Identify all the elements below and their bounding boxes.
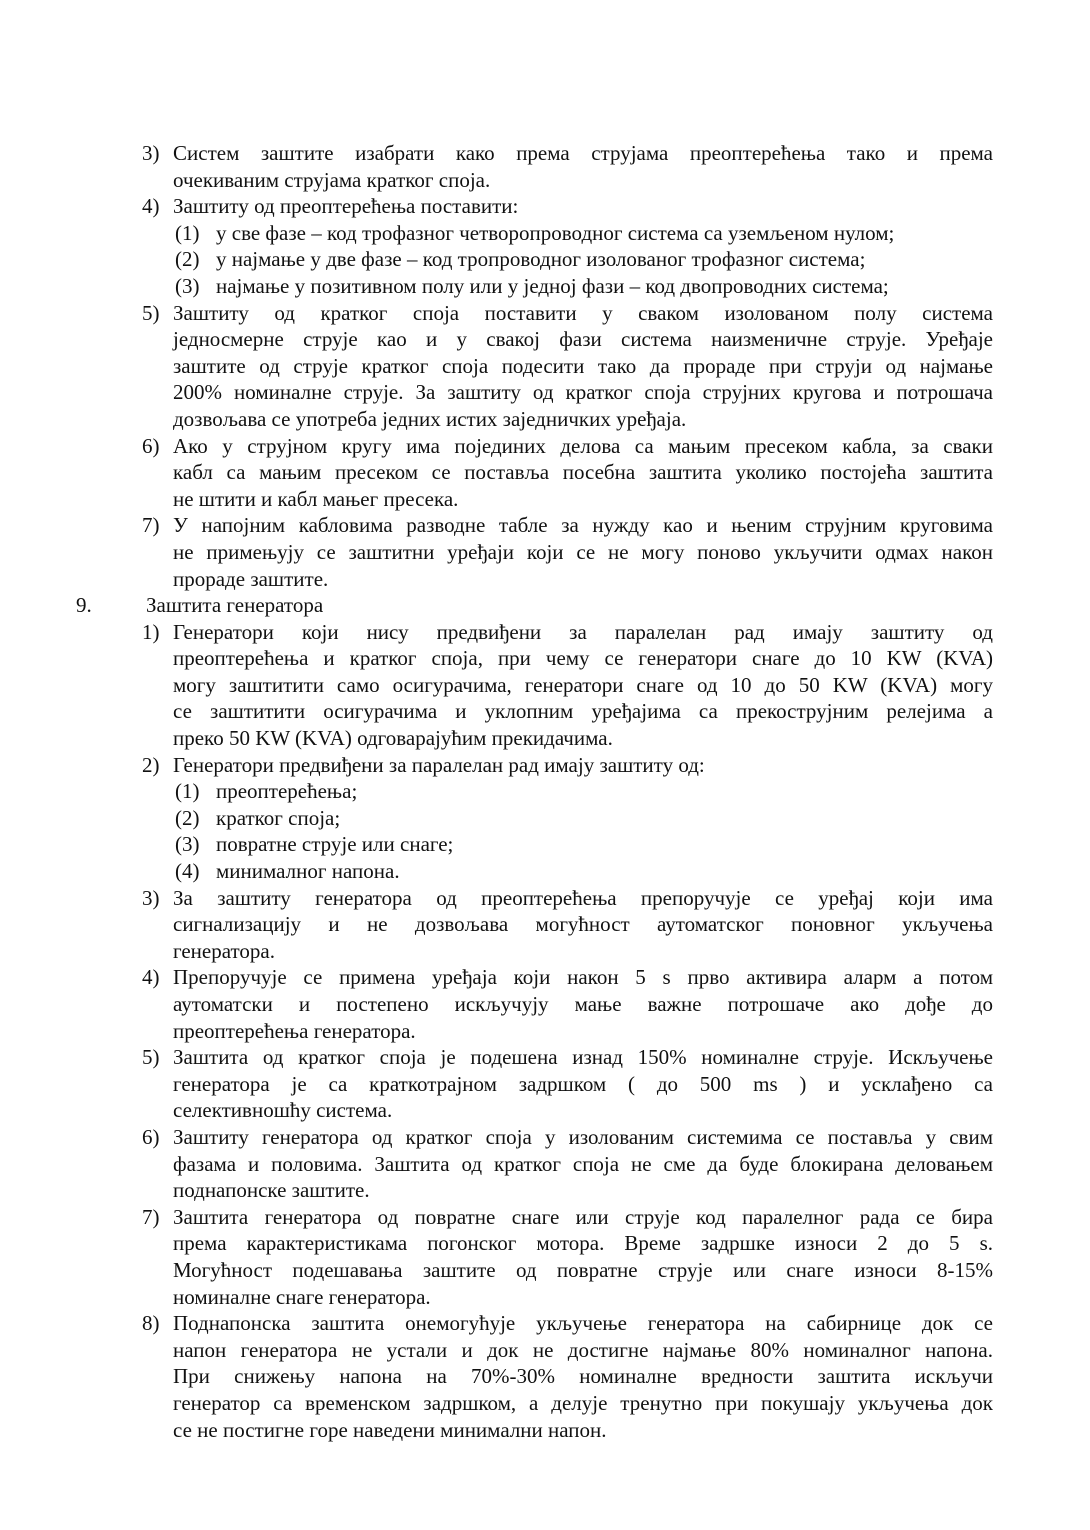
item-text-line: Заштиту од кратког споја поставити у сваком изолованом полу система [173,300,993,325]
sub-item-text: повратне струје или снаге; [216,832,454,857]
item-text-line: Заштита од кратког споја је подешена изнад 150% номиналне струје. Искључење [173,1045,993,1070]
item-text-line: могу заштитити само осигурачима, генератори снаге од 10 до 50 KW (KVA) могу [173,672,993,697]
sub-item-number: (4) [175,859,200,884]
sub-item-number: (3) [175,273,200,298]
item-text-line: генератора. [173,938,275,963]
list-item [142,619,993,752]
list-item [142,300,993,433]
item-text-line: прораде заштите. [173,566,329,591]
sub-item-number: (1) [175,779,200,804]
item-text-line: 200% номиналне струје. За заштиту од кратког споја струјних кругова и потрошача [173,380,993,405]
item-text-line: се заштитити осигурачима и уклопним уређајима са прекострујним релејима а [173,699,993,724]
item-text-line: не примењују се заштитни уређаји који се не могу поново укључити одмах након [173,539,993,564]
sub-list-item [175,831,993,858]
item-text-line: према карактеристикама погонског мотора. Време задршке износи 2 до 5 s. [173,1231,993,1256]
item-number: 5) [142,300,160,325]
item-text-line: За заштиту генератора од преоптерећења препоручује се уређај који има [173,885,993,910]
item-text-line: фазама и половима. Заштита од кратког споја не сме да буде блокирана деловањем [173,1151,993,1176]
item-number: 8) [142,1311,160,1336]
sub-list-item [175,805,993,832]
item-text-line: се не постигне горе наведени минимални напон. [173,1417,607,1442]
document-body [0,140,1090,1443]
item-text-line: Генератори који нису предвиђени за паралелан рад имају заштиту од [173,619,993,644]
sub-list-item [175,246,993,273]
list-item [142,433,993,513]
sub-list-item [175,273,993,300]
list-item [142,1204,993,1310]
item-number: 3) [142,885,160,910]
item-text-line: Систем заштите изабрати како према струјама преоптерећења тако и према [173,141,993,165]
item-number: 4) [142,965,160,990]
list-item [142,752,993,779]
item-text-line: При снижењу напона на 70%-30% номиналне вредности заштита искључи [173,1364,993,1389]
item-text-line: Могућност подешавања заштите од повратне струје или снаге износи 8-15% [173,1257,993,1282]
item-text-line: Заштиту од преоптерећења поставити: [173,194,519,219]
item-text-line: очекиваним струјама кратког споја. [173,167,491,192]
item-text-line: заштите од струје кратког споја подесити тако да прораде при струји од најмање [173,353,993,378]
item-text-line: напон генератора не устали и док не достигне најмање 80% номиналног напона. [173,1337,993,1362]
sub-item-text: најмање у позитивном полу или у једној фази – код двопроводних система; [216,273,889,298]
list-item [142,964,993,1044]
item-text-line: преоптерећења генератора. [173,1018,416,1043]
sub-item-text: у све фазе – код трофазног четворопроводног система са уземљеном нулом; [216,220,895,245]
sub-list-item [175,220,993,247]
section-heading [76,592,1090,619]
sub-item-text: у најмање у две фазе – код тропроводног изолованог трофазног система; [216,247,866,272]
sub-item-number: (1) [175,220,200,245]
item-number: 2) [142,752,160,777]
item-text-line: Поднапонска заштита онемогућује укључење генератора на сабирнице док се [173,1311,993,1336]
item-text-line: У напојним кабловима разводне табле за нужду као и њеним струјним круговима [173,513,993,538]
section-number: 9. [76,593,92,618]
list-item [142,1124,993,1204]
item-text-line: једносмерне струје као и у свакој фази система наизменичне струје. Уређаје [173,327,993,352]
item-text-line: Препоручује се примена уређаја који након 5 s прво активира аларм а потом [173,965,993,990]
item-text-line: кабл са мањим пресеком се поставља посебна заштита уколико постојећа заштита [173,460,993,485]
item-text-line: генератор са временском задршком, а делује тренутно при покушају укључења док [173,1390,993,1415]
item-number: 7) [142,1204,160,1229]
sub-item-number: (2) [175,247,200,272]
list-item [142,512,993,592]
list-item [142,193,993,220]
sub-item-text: кратког споја; [216,805,341,830]
list-item [142,1044,993,1124]
item-number: 1) [142,619,160,644]
item-number: 7) [142,513,160,538]
item-text-line: селективношћу система. [173,1098,393,1123]
item-text-line: номиналне снаге генератора. [173,1284,431,1309]
item-number: 4) [142,194,160,219]
sub-list-item [175,858,993,885]
item-text-line: дозвољава се употреба једних истих заједничких уређаја. [173,406,687,431]
sub-item-number: (3) [175,832,200,857]
item-text-line: преко 50 KW (KVA) одговарајућим прекидачима. [173,726,613,751]
item-text-line: Заштита генератора од повратне снаге или струје код паралелног рада се бира [173,1204,993,1229]
item-number: 3) [142,141,160,165]
sub-item-text: минималног напона. [216,859,400,884]
item-number: 6) [142,1124,160,1149]
section-title: Заштита генератора [146,593,324,618]
item-text-line: преоптерећења и кратког споја, при чему се генератори снаге до 10 KW (KVA) [173,646,993,671]
item-text-line: аутоматски и постепено искључују мање важне потрошаче ако дође до [173,992,993,1016]
item-number: 5) [142,1045,160,1070]
item-text-line: Ако у струјном кругу има појединих делова са мањим пресеком кабла, за сваки [173,433,993,458]
item-text-line: поднапонске заштите. [173,1178,370,1203]
item-text-line: Генератори предвиђени за паралелан рад имају заштиту од: [173,752,705,777]
sub-item-text: преоптерећења; [216,779,358,804]
item-text-line: не штити и кабл мањег пресека. [173,486,459,511]
item-text-line: Заштиту генератора од кратког споја у изолованим системима се поставља у свим [173,1124,993,1149]
item-number: 6) [142,433,160,458]
item-text-line: сигнализацију и не дозвољава могућност аутоматског поновног укључења [173,912,993,937]
sub-list-item [175,778,993,805]
list-item [142,140,993,193]
sub-item-number: (2) [175,805,200,830]
list-item [142,1310,993,1443]
item-text-line: генератора је са краткотрајном задршком ( до 500 ms ) и усклађено са [173,1071,993,1096]
list-item [142,885,993,965]
